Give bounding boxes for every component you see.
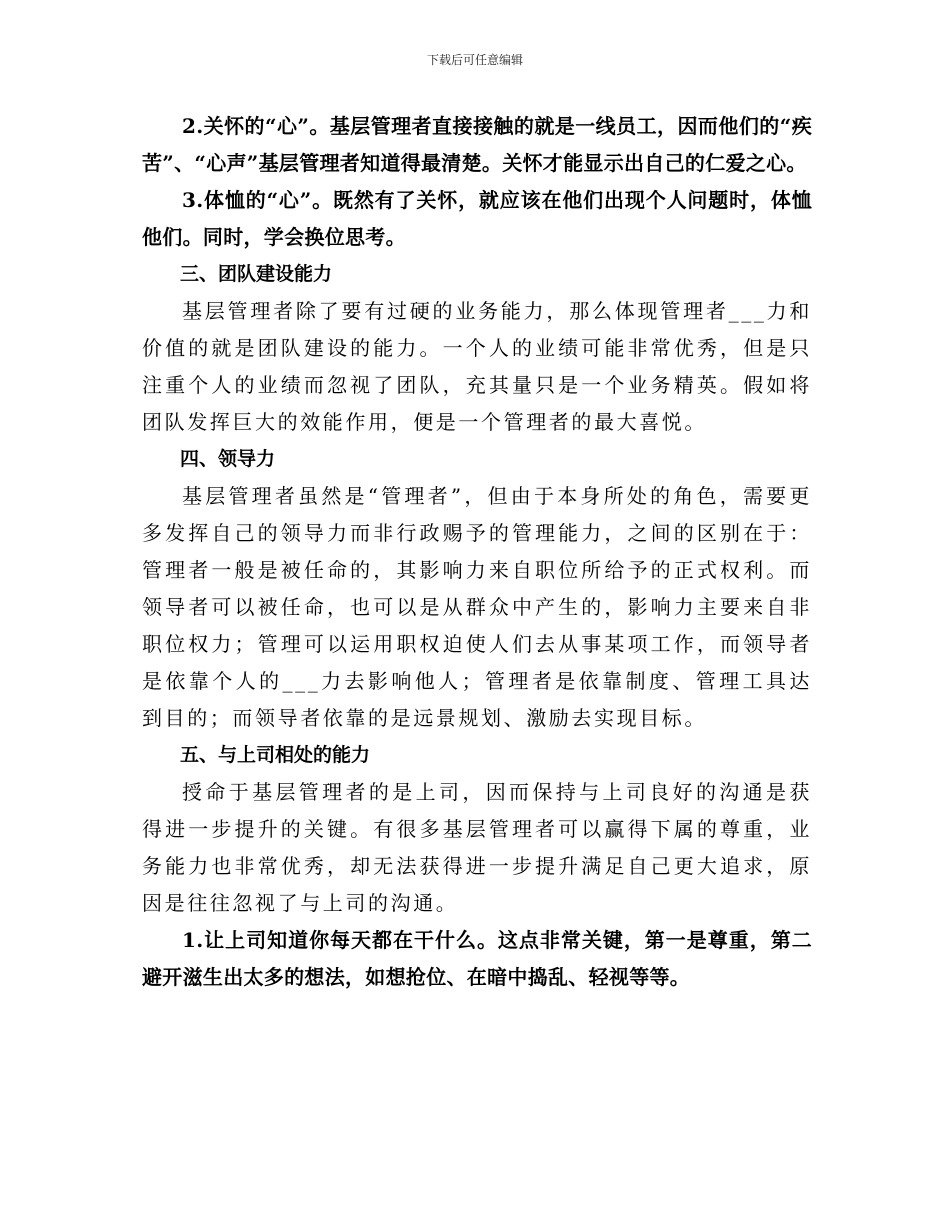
section-heading-team-building: 三、团队建设能力 [180, 263, 333, 285]
document-body [142, 108, 812, 996]
section-heading-boss-relations: 五、与上司相处的能力 [180, 744, 371, 766]
paragraph-boss-relations: 授命于基层管理者的是上司，因而保持与上司良好的沟通是获得进一步提升的关键。有很多基层管理者可以赢得下属的尊重，业务能力也非常优秀，却无法获得进一步提升满足自己更大追求，原因是往往忽视了与上司的沟通。 [142, 780, 812, 915]
page-header: 下载后可任意编辑 [426, 53, 523, 67]
paragraph-sympathy-heart: 3.体恤的“心”。既然有了关怀，就应该在他们出现个人问题时，体恤他们。同时，学会换位思考。 [142, 188, 812, 249]
paragraph-caring-heart: 2.关怀的“心”。基层管理者直接接触的就是一线员工，因而他们的“疾苦”、“心声”基层管理者知道得最清楚。关怀才能显示出自己的仁爱之心。 [142, 114, 812, 175]
paragraph-team-building: 基层管理者除了要有过硬的业务能力，那么体现管理者___力和价值的就是团队建设的能力。一个人的业绩可能非常优秀，但是只注重个人的业绩而忽视了团队，充其量只是一个业务精英。假如将团队发挥巨大的效能作用，便是一个管理者的最大喜悦。 [142, 299, 812, 434]
section-heading-leadership: 四、领导力 [180, 448, 276, 470]
paragraph-inform-boss: 1.让上司知道你每天都在干什么。这点非常关键，第一是尊重，第二避开滋生出太多的想法，如想抢位、在暗中捣乱、轻视等等。 [142, 928, 812, 989]
paragraph-leadership: 基层管理者虽然是“管理者”，但由于本身所处的角色，需要更多发挥自己的领导力而非行政赐予的管理能力，之间的区别在于：管理者一般是被任命的，其影响力来自职位所给予的正式权利。而领导者可以被任命，也可以是从群众中产生的，影响力主要来自非职位权力；管理可以运用职权迫使人们去从事某项工作，而领导者是依靠个人的___力去影响他人；管理者是依靠制度、管理工具达到目的；而领导者依靠的是远景规划、激励去实现目标。 [142, 484, 812, 730]
